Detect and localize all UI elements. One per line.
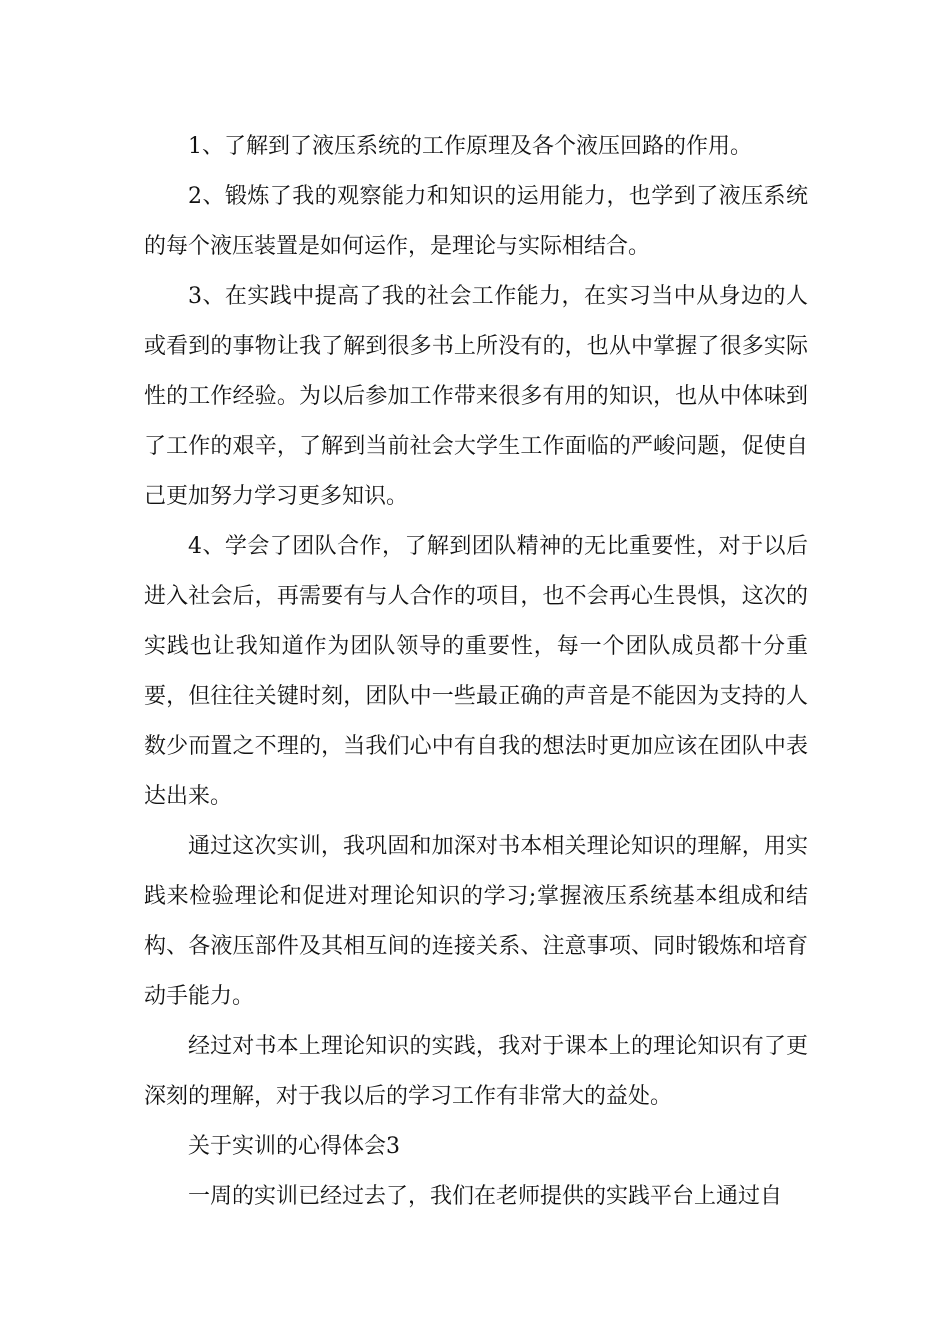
paragraph-1: 1、了解到了液压系统的工作原理及各个液压回路的作用。 [188, 134, 752, 159]
document-body [144, 122, 808, 1222]
paragraph-2: 2、锻炼了我的观察能力和知识的运用能力，也学到了液压系统的每个液压装置是如何运作，是理论与实际相结合。 [144, 184, 808, 259]
paragraph-7: 一周的实训已经过去了，我们在老师提供的实践平台上通过自 [188, 1184, 783, 1209]
section-heading: 关于实训的心得体会3 [188, 1134, 400, 1159]
paragraph-5: 通过这次实训，我巩固和加深对书本相关理论知识的理解，用实践来检验理论和促进对理论知识的学习;掌握液压系统基本组成和结构、各液压部件及其相互间的连接关系、注意事项、同时锻炼和培育动手能力。 [144, 834, 808, 1009]
paragraph-4: 4、学会了团队合作，了解到团队精神的无比重要性，对于以后进入社会后，再需要有与人合作的项目，也不会再心生畏惧，这次的实践也让我知道作为团队领导的重要性，每一个团队成员都十分重要，但往往关键时刻，团队中一些最正确的声音是不能因为支持的人数少而置之不理的，当我们心中有自我的想法时更加应该在团队中表达出来。 [144, 534, 808, 809]
paragraph-3: 3、在实践中提高了我的社会工作能力，在实习当中从身边的人或看到的事物让我了解到很多书上所没有的，也从中掌握了很多实际性的工作经验。为以后参加工作带来很多有用的知识，也从中体味到了工作的艰辛，了解到当前社会大学生工作面临的严峻问题，促使自己更加努力学习更多知识。 [144, 284, 808, 509]
paragraph-6: 经过对书本上理论知识的实践，我对于课本上的理论知识有了更深刻的理解，对于我以后的学习工作有非常大的益处。 [144, 1034, 808, 1109]
